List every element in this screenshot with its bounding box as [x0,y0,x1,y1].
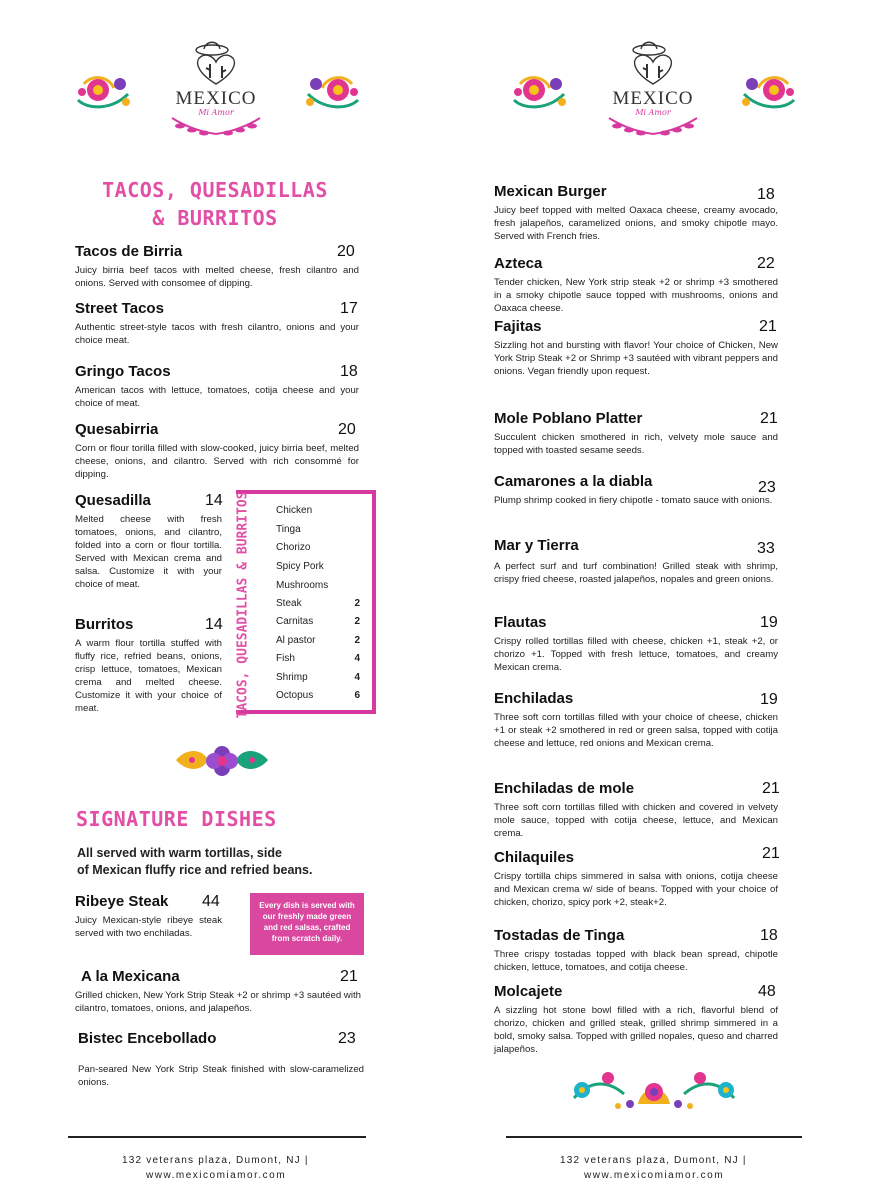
item-price: 21 [759,318,777,335]
item-description: American tacos with lettuce, tomatoes, cotija cheese and your choice of meat. [75,385,359,409]
floral-ornament-icon [738,70,798,112]
item-description: Plump shrimp cooked in fiery chipotle - tomato sauce with onions. [494,495,773,506]
footer-divider [506,1136,802,1138]
item-name: Mar y Tierra [494,537,579,554]
item-price: 14 [205,492,223,509]
signature-intro: All served with warm tortillas, side of Mexican fluffy rice and refried beans. [77,846,313,877]
item-price: 21 [340,968,358,985]
filling-item: Tinga [276,524,301,535]
filling-item: Al pastor 2 [276,635,360,646]
flower-divider-icon [172,740,272,780]
filling-item: Spicy Pork [276,561,324,572]
filling-item: Mushrooms [276,580,329,591]
footer-website[interactable]: www.mexicomiamor.com [584,1170,725,1181]
menu-item [494,614,778,674]
laurel-icon [603,114,703,136]
item-name: Molcajete [494,983,563,1000]
footer-divider [68,1136,366,1138]
item-description: Corn or flour torilla filled with slow-cooked, juicy birria beef, melted cheese, onions, and cilantro. Served with rich consommé for dipping. [75,443,359,480]
item-name: Enchiladas de mole [494,780,635,797]
menu-item [494,183,778,243]
item-price: 44 [202,893,220,910]
item-price: 21 [760,410,778,427]
filling-item: Octopus 6 [276,690,360,701]
menu-item [75,968,361,1015]
item-description: Crispy tortilla chips simmered in salsa with onions, cotija cheese and Mexican crema w/ side of beans. Topped with your choice of chicken, chorizo, spicy pork +2, steak+2. [494,871,778,908]
menu-item [494,473,778,507]
item-price: 18 [760,927,778,944]
item-description: A perfect surf and turf combination! Grilled steak with shrimp, crispy fried cheese, roasted jalapeños, nopales and green onions. [494,561,778,585]
menu-item [494,255,778,315]
item-description: A sizzling hot stone bowl filled with a rich, flavorful blend of chorizo, chicken and grilled steak, grilled shrimp simmered in a bold, smoky salsa. Topped with grilled nopales, queso and charred jalapeños. [494,1005,778,1055]
logo-wordmark: MEXICO [612,88,694,109]
item-description: Authentic street-style tacos with fresh cilantro, onions and your choice meat. [75,322,359,346]
item-description: Juicy beef topped with melted Oaxaca cheese, creamy avocado, fresh jalapeños, caramelized onions, and smoky chipotle mayo. Served with French fries. [494,205,778,242]
item-price: 33 [757,540,775,557]
menu-item [494,318,778,378]
menu-item [75,893,222,940]
laurel-icon [166,114,266,136]
item-description: Crispy rolled tortillas filled with cheese, chicken +1, steak +2, or chorizo +1. Topped with fresh lettuce, tomatoes, and creamy Mexican crema. [494,636,778,673]
item-description: Tender chicken, New York strip steak +2 or shrimp +3 smothered in a smoky chipotle sauce topped with mushrooms, onions and Oaxaca cheese. [494,277,778,314]
fillings-box [235,490,376,719]
item-name: Quesabirria [75,421,159,438]
filling-item: Chicken [276,505,313,516]
item-description: Three soft corn tortillas filled with chicken and covered in velvety mole sauce, topped with cotija cheese, lettuce, and Mexican crema. [494,802,778,839]
menu-item [75,300,359,347]
item-price: 19 [760,691,778,708]
section-title-tacos: TACOS, QUESADILLAS & BURRITOS [102,178,328,230]
item-price: 21 [762,780,780,797]
footer-website[interactable]: www.mexicomiamor.com [146,1170,287,1181]
logo-wordmark: MEXICO [175,88,257,109]
salsa-note-badge: Every dish is served with our freshly made green and red salsas, crafted from scratch daily. [250,893,364,955]
menu-item [75,363,359,410]
menu-item [75,243,359,290]
item-price: 17 [340,300,358,317]
item-price: 23 [338,1030,356,1047]
item-name: Burritos [75,616,134,633]
item-name: Gringo Tacos [75,363,171,380]
filling-item: Steak 2 [276,598,360,609]
filling-item: Fish 4 [276,653,360,664]
item-description: Juicy birria beef tacos with melted cheese, fresh cilantro and onions. Served with consomee of dipping. [75,265,359,289]
item-name: Fajitas [494,318,542,335]
item-name: Flautas [494,614,547,631]
item-price: 48 [758,983,776,1000]
item-name: Mexican Burger [494,183,607,200]
item-description: Grilled chicken, New York Strip Steak +2 or shrimp +3 sautéed with cilantro, tomatoes, onions, and jalapeños. [75,990,361,1014]
sombrero-heart-icon [625,38,681,88]
logo-tagline: Mi Amor [198,108,234,117]
item-description: Three soft corn tortillas filled with your choice of cheese, chicken +1 or steak +2 smothered in red or green salsa, topped with cotija cheese and lettuce, red onions and Mexican crema. [494,712,778,749]
fillings-title: TACOS, QUESADILLAS & BURRITOS [235,491,251,719]
floral-ornament-icon [302,70,362,112]
item-name: Chilaquiles [494,849,575,866]
item-name: Camarones a la diabla [494,473,653,490]
item-description: Pan-seared New York Strip Steak finished with slow-caramelized onions. [78,1064,364,1088]
item-price: 18 [340,363,358,380]
logo-tagline: Mi Amor [635,108,671,117]
item-description: Three crispy tostadas topped with black bean spread, chipotle chicken, lettuce, tomatoes, and cotija cheese. [494,949,778,973]
menu-item [494,845,780,909]
item-name: Bistec Encebollado [78,1030,217,1047]
restaurant-logo [603,38,703,148]
menu-item [494,780,778,840]
item-name: Mole Poblano Platter [494,410,643,427]
menu-item [75,616,222,715]
footer-address: 132 veterans plaza, Dumont, NJ | [122,1155,309,1166]
menu-item [78,1030,364,1089]
menu-item [494,690,778,750]
menu-item [494,537,778,586]
menu-item [494,927,778,974]
item-description: A warm flour tortilla stuffed with fluffy rice, refried beans, onions, crisp lettuce, tomatoes, Mexican crema and melted cheese. Customize it with your choice of meat. [75,638,222,714]
restaurant-logo [166,38,266,148]
item-price: 20 [338,421,356,438]
item-price: 21 [762,845,780,862]
item-name: Street Tacos [75,300,164,317]
item-description: Melted cheese with fresh tomatoes, onions, and cilantro, folded into a corn or flour tortilla. Served with Mexican crema and salsa. Customize it with your choice of meat. [75,514,222,590]
item-name: Quesadilla [75,492,151,509]
item-name: Enchiladas [494,690,574,707]
item-description: Sizzling hot and bursting with flavor! Your choice of Chicken, New York Strip Steak +2 or Shrimp +3 sautéed with vibrant peppers and onions. Vegan friendly upon request. [494,340,778,377]
section-title-signature: SIGNATURE DISHES [76,807,277,831]
floral-ornament-icon [74,70,134,112]
item-name: A la Mexicana [81,968,180,985]
item-name: Tostadas de Tinga [494,927,625,944]
filling-item: Carnitas 2 [276,616,360,627]
menu-item [75,421,359,481]
sombrero-heart-icon [188,38,244,88]
item-price: 22 [757,255,775,272]
item-price: 19 [760,614,778,631]
menu-item [75,492,222,591]
floral-ornament-icon [510,70,570,112]
footer-address: 132 veterans plaza, Dumont, NJ | [560,1155,747,1166]
item-price: 20 [337,243,355,260]
item-name: Azteca [494,255,543,272]
item-price: 23 [758,479,776,496]
menu-item [494,983,778,1056]
item-price: 14 [205,616,223,633]
item-description: Juicy Mexican-style ribeye steak served with two enchiladas. [75,915,222,939]
item-description: Succulent chicken smothered in rich, velvety mole sauce and topped with toasted sesame seeds. [494,432,778,456]
filling-item: Chorizo [276,542,311,553]
menu-item [494,410,778,457]
filling-item: Shrimp 4 [276,672,360,683]
floral-border-icon [568,1064,740,1114]
item-name: Tacos de Birria [75,243,183,260]
item-name: Ribeye Steak [75,893,169,910]
item-price: 18 [757,186,775,203]
